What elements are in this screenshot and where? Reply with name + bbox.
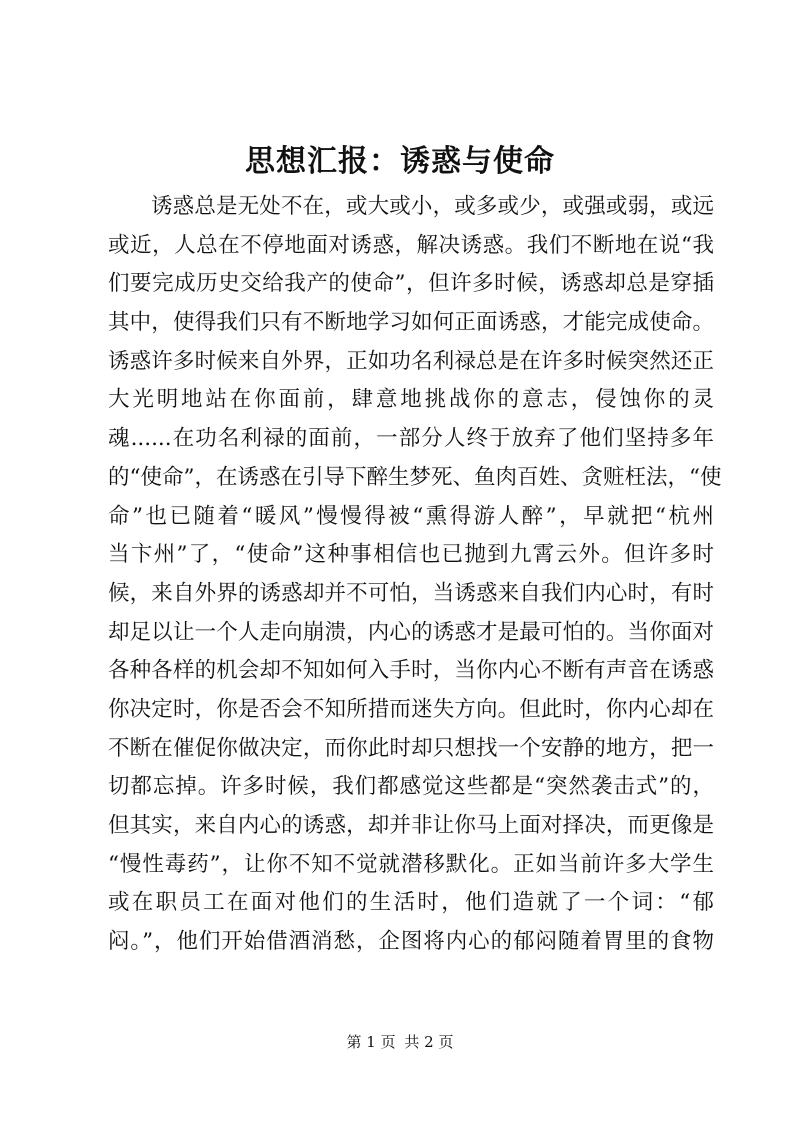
page-footer — [0, 1032, 800, 1052]
text-line: 或在职员工在面对他们的生活时，他们造就了一个词：“郁 — [108, 890, 714, 916]
text-line: 诱惑许多时候来自外界，正如功名利禄总是在许多时候突然还正 — [108, 348, 714, 374]
text-line: 当卞州”了，“使命”这种事相信也已抛到九霄云外。但许多时 — [108, 542, 714, 568]
body-text — [108, 188, 722, 962]
text-line: 魂......在功名利禄的面前，一部分人终于放弃了他们坚持多年 — [108, 426, 714, 452]
text-line: 们要完成历史交给我产的使命”，但许多时候，诱惑却总是穿插 — [108, 271, 714, 297]
text-line: 你决定时，你是否会不知所措而迷失方向。但此时，你内心却在 — [108, 696, 714, 722]
text-line: 命”也已随着“暖风”慢慢得被“熏得游人醉”，早就把“杭州 — [108, 503, 714, 529]
text-line: 不断在催促你做决定，而你此时却只想找一个安静的地方，把一 — [108, 735, 714, 761]
page-title: 思想汇报：诱惑与使命 — [245, 144, 555, 179]
page-number: 第 1 页 — [346, 1033, 396, 1051]
text-line: 其中，使得我们只有不断地学习如何正面诱惑，才能完成使命。 — [108, 310, 714, 336]
text-line: 闷。”，他们开始借酒消愁，企图将内心的郁闷随着胃里的食物 — [108, 929, 714, 955]
text-line: 候，来自外界的诱惑却并不可怕，当诱惑来自我们内心时，有时 — [108, 580, 714, 606]
text-line: 大光明地站在你面前，肆意地挑战你的意志，侵蚀你的灵 — [108, 387, 714, 413]
text-line: 的“使命”，在诱惑在引导下醉生梦死、鱼肉百姓、贪赃枉法，“使 — [108, 464, 722, 490]
text-line: 但其实，来自内心的诱惑，却并非让你马上面对择决，而更像是 — [108, 813, 714, 838]
text-line: “慢性毒药”，让你不知不觉就潜移默化。正如当前许多大学生 — [108, 851, 714, 877]
page-total: 共 2 页 — [404, 1033, 454, 1051]
text-line: 却足以让一个人走向崩溃，内心的诱惑才是最可怕的。当你面对 — [108, 619, 714, 645]
text-line: 诱惑总是无处不在，或大或小，或多或少，或强或弱，或远 — [151, 194, 714, 219]
text-line: 各种各样的机会却不知如何入手时，当你内心不断有声音在诱惑 — [108, 658, 714, 684]
text-line: 或近，人总在不停地面对诱惑，解决诱惑。我们不断地在说“我 — [108, 232, 714, 258]
text-line: 切都忘掉。许多时候，我们都感觉这些都是“突然袭击式”的， — [108, 774, 714, 800]
